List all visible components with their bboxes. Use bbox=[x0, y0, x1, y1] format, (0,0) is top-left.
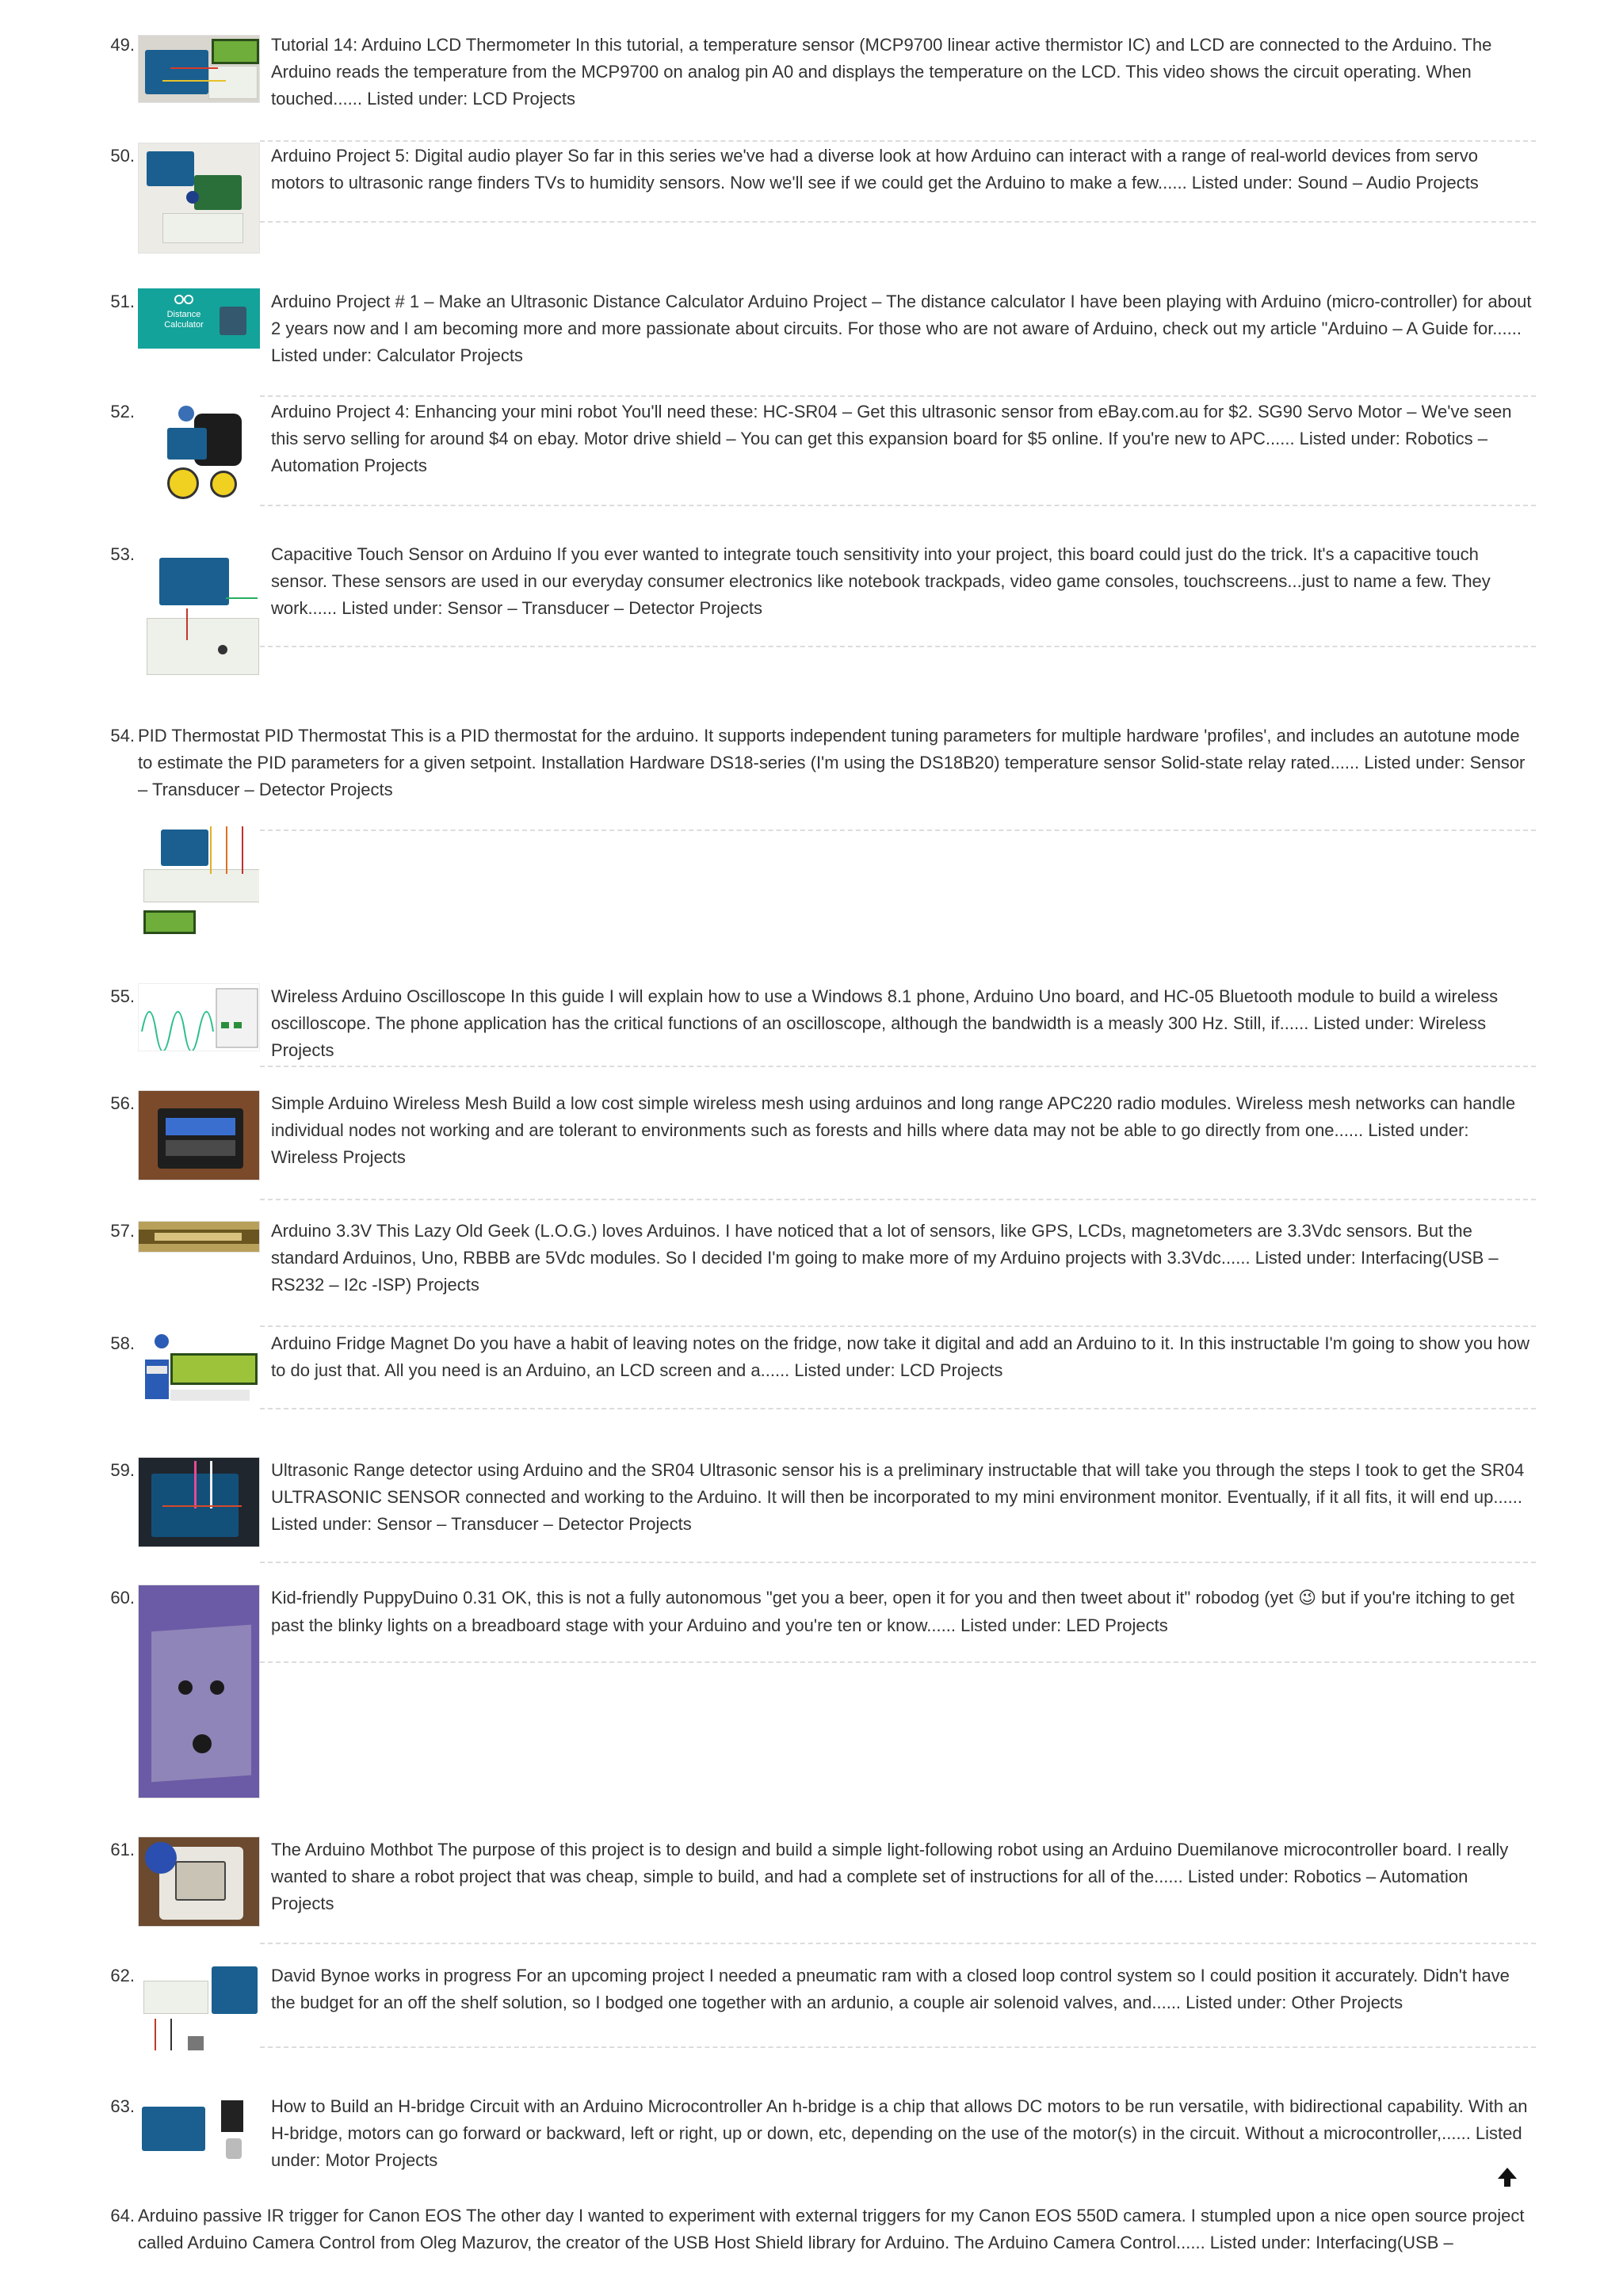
divider bbox=[260, 1943, 1536, 1944]
item-text-part: Kid-friendly PuppyDuino 0.31 OK, this is not a fully autonomous "get you a beer, open it for you and then tweet about it" robodog (yet bbox=[271, 1588, 1299, 1608]
divider bbox=[260, 830, 1536, 831]
back-to-top-button[interactable] bbox=[1493, 2163, 1522, 2191]
item-description[interactable]: Arduino Project 4: Enhancing your mini robot You'll need these: HC-SR04 – Get this ultrasonic sensor from eBay.com.au for $2. SG90 Servo Motor – We've seen this servo selling for around $4 on ebay. Motor drive shield – You can get this expansion board for $5 online. If you're new to APC...... Listed under: Robotics – Automation Projects bbox=[271, 402, 1512, 475]
distance-calculator-image[interactable] bbox=[138, 288, 260, 349]
item-description[interactable]: Ultrasonic Range detector using Arduino and the SR04 Ultrasonic sensor his is a preliminary instructable that will take you through the steps I took to get the SR04 ULTRASONIC SENSOR connected and working to the Arduino. It will then be incorporated to my mini environment monitor. Eventually, if it all fits, it will end up...... Listed under: Sensor – Transducer – Detector Projects bbox=[271, 1460, 1525, 1534]
item-description[interactable]: Arduino Project 5: Digital audio player So far in this series we've had a diverse look at how Arduino can interact with a range of real-world devices from servo motors to ultrasonic range finders TVs to humidity sensors. Now we'll see if we could get the Arduino to make a few...... Listed under: Sound – Audio Projects bbox=[271, 146, 1479, 193]
pneumatic-ram-diagram[interactable] bbox=[138, 1962, 260, 2056]
item-number: 52. bbox=[110, 402, 135, 421]
puppyduino-photo[interactable] bbox=[138, 1585, 260, 1798]
item-number: 60. bbox=[110, 1588, 135, 1608]
item-number: 63. bbox=[110, 2096, 135, 2116]
item-number: 51. bbox=[110, 292, 135, 311]
item-text-part: but if you're itching to get past the blinky lights on a breadboard stage with your Arduino and you're ten or know...... Listed under: LED Projects bbox=[271, 1588, 1515, 1635]
divider bbox=[260, 1661, 1536, 1663]
waveform-icon bbox=[139, 984, 260, 1051]
divider bbox=[260, 1562, 1536, 1563]
item-description[interactable]: Arduino Project # 1 – Make an Ultrasonic Distance Calculator Arduino Project – The distance calculator I have been playing with Arduino (micro-controller) for about 2 years now and I am becoming more and more passionate about circuits. For those who are not aware of Arduino, check out my article "Arduino – A Guide for...... Listed under: Calculator Projects bbox=[271, 292, 1532, 365]
divider bbox=[260, 221, 1536, 223]
mothbot-photo[interactable] bbox=[138, 1836, 260, 1927]
arduino-3v3-photo[interactable] bbox=[138, 1221, 260, 1253]
item-number: 62. bbox=[110, 1966, 135, 1985]
item-number: 57. bbox=[110, 1221, 135, 1241]
item-number: 64. bbox=[110, 2206, 135, 2225]
item-description[interactable] bbox=[271, 1585, 1535, 1639]
item-description[interactable]: Arduino 3.3V This Lazy Old Geek (L.O.G.) loves Arduinos. I have noticed that a lot of sensors, like GPS, LCDs, magnetometers are 3.3Vdc sensors. But the standard Arduinos, Uno, RBBB are 5Vdc modules. So I decided I'm going to make more of my Arduino projects with 3.3Vdc...... Listed under: Interfacing(USB – RS232 – I2c -ISP) Projects bbox=[271, 1221, 1499, 1295]
wink-emoji-icon: 😉 bbox=[1298, 1589, 1317, 1608]
item-number: 55. bbox=[110, 986, 135, 1006]
item-number: 50. bbox=[110, 146, 135, 166]
item-number: 59. bbox=[110, 1460, 135, 1480]
divider bbox=[260, 1408, 1536, 1409]
item-description[interactable]: The Arduino Mothbot The purpose of this project is to design and build a simple light-following robot using an Arduino Duemilanove microcontroller board. I really wanted to share a robot project that was cheap, simple to build, and had a complete set of instructions for all of the...... Listed under: Robotics – Automation Projects bbox=[271, 1840, 1509, 1913]
lcd-thermometer-photo[interactable] bbox=[138, 35, 260, 103]
item-description[interactable]: Wireless Arduino Oscilloscope In this guide I will explain how to use a Windows 8.1 phone, Arduino Uno board, and HC-05 Bluetooth module to build a wireless oscilloscope. The phone application has the critical functions of an oscilloscope, although the bandwidth is a measly 300 Hz. Still, if...... Listed under: Wireless Projects bbox=[271, 986, 1499, 1060]
item-description[interactable]: Arduino passive IR trigger for Canon EOS The other day I wanted to experiment with external triggers for my Canon EOS 550D camera. I stumpled upon a nice open source project called Arduino Camera Control from Oleg Mazurov, the creator of the USB Host Shield library for Arduino. The Arduino Camera Control...... Listed under: Interfacing(USB – bbox=[138, 2206, 1525, 2252]
divider bbox=[260, 646, 1536, 647]
h-bridge-diagram[interactable] bbox=[138, 2095, 260, 2163]
item-description[interactable]: Capacitive Touch Sensor on Arduino If you ever wanted to integrate touch sensitivity into your project, this board could just do the trick. It's a capacitive touch sensor. These sensors are used in our everyday consumer electronics like notebook trackpads, video game consoles, touchscreens...just to name a few. They work...... Listed under: Sensor – Transducer – Detector Projects bbox=[271, 544, 1491, 618]
item-number: 49. bbox=[110, 35, 135, 55]
item-description[interactable]: PID Thermostat PID Thermostat This is a PID thermostat for the arduino. It supports independent tuning parameters for multiple hardware 'profiles', and includes an autotune mode to estimate the PID parameters for a given setpoint. Installation Hardware DS18-series (I'm using the DS18B20) temperature sensor Solid-state relay rated...... Listed under: Sensor – Transducer – Detector Projects bbox=[138, 726, 1526, 799]
oscilloscope-screenshot[interactable] bbox=[138, 983, 260, 1051]
divider bbox=[260, 1325, 1536, 1327]
item-number: 61. bbox=[110, 1840, 135, 1859]
item-number: 53. bbox=[110, 544, 135, 564]
audio-player-photo[interactable] bbox=[138, 143, 260, 254]
range-detector-photo[interactable] bbox=[138, 1457, 260, 1547]
thumb-caption: Distance Calculator bbox=[164, 310, 204, 330]
wireless-mesh-photo[interactable] bbox=[138, 1090, 260, 1180]
fridge-magnet-photo[interactable] bbox=[138, 1330, 260, 1409]
divider bbox=[260, 505, 1536, 506]
item-number: 54. bbox=[110, 726, 135, 746]
divider bbox=[260, 140, 1536, 142]
touch-sensor-diagram[interactable] bbox=[138, 541, 260, 692]
divider bbox=[260, 1199, 1536, 1200]
item-number: 58. bbox=[110, 1333, 135, 1353]
mini-robot-photo[interactable] bbox=[138, 399, 260, 500]
divider bbox=[260, 2046, 1536, 2048]
item-description[interactable]: Arduino Fridge Magnet Do you have a habit of leaving notes on the fridge, now take it digital and add an Arduino to it. In this instructable I'm going to show you how to do just that. All you need is an Arduino, an LCD screen and a...... Listed under: LCD Projects bbox=[271, 1333, 1529, 1380]
arrow-up-icon bbox=[1493, 2163, 1522, 2191]
divider bbox=[260, 1066, 1536, 1067]
divider bbox=[260, 395, 1536, 397]
item-description[interactable]: Tutorial 14: Arduino LCD Thermometer In this tutorial, a temperature sensor (MCP9700 linear active thermistor IC) and LCD are connected to the Arduino. The Arduino reads the temperature from the MCP9700 on analog pin A0 and displays the temperature on the LCD. This video shows the circuit operating. When touched...... Listed under: LCD Projects bbox=[271, 35, 1492, 109]
item-description[interactable]: Simple Arduino Wireless Mesh Build a low cost simple wireless mesh using arduinos and long range APC220 radio modules. Wireless mesh networks can handle individual nodes not working and are tolerant to environments such as forests and hills where data may not be able to go directly from one...... Listed under: Wireless Projects bbox=[271, 1093, 1516, 1167]
pid-thermostat-diagram[interactable] bbox=[138, 821, 260, 948]
item-number: 56. bbox=[110, 1093, 135, 1113]
item-description[interactable]: How to Build an H-bridge Circuit with an Arduino Microcontroller An h-bridge is a chip that allows DC motors to be run versatile, with bidirectional capability. With an H-bridge, motors can go forward or backward, left or right, up or down, etc, depending on the use of the motor(s) in the circuit. Without a microcontroller,...... Listed under: Motor Projects bbox=[271, 2096, 1528, 2170]
arduino-logo-icon bbox=[174, 294, 194, 305]
item-description[interactable]: David Bynoe works in progress For an upcoming project I needed a pneumatic ram with a closed loop control system so I could position it accurately. Didn't have the budget for an off the shelf solution, so I bodged one together with an ardunio, a couple air solenoid valves, and...... Listed under: Other Projects bbox=[271, 1966, 1510, 2012]
